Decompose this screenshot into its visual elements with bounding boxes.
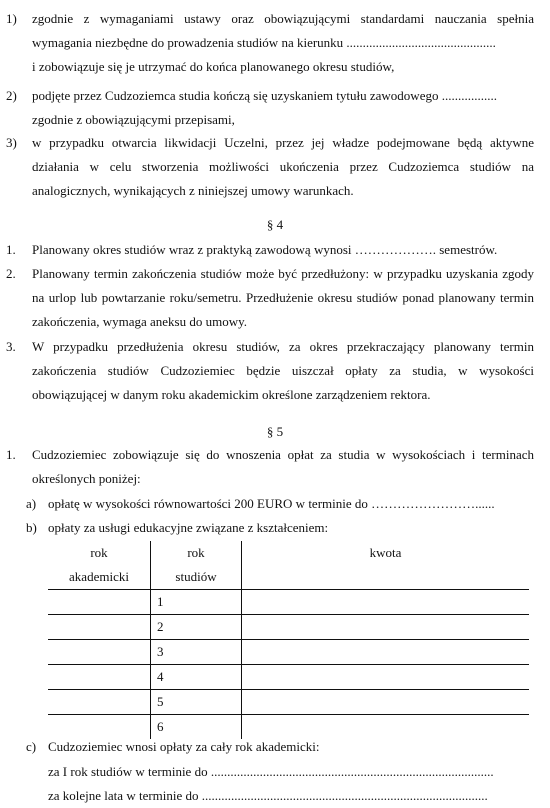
study-year-cell: 1 bbox=[151, 590, 242, 615]
item-text: w przypadku otwarcia likwidacji Uczelni, przez jej władze podejmowane będą aktywne działania w celu stworzenia możliwości ukończenia przez Cudzoziemca studiów na analogicznych, wynikających z niniejszej umowy warunkach. bbox=[32, 135, 534, 198]
section-heading-4: § 4 bbox=[266, 217, 284, 232]
item-number: 3) bbox=[6, 135, 17, 150]
clause-item-2 bbox=[6, 84, 534, 132]
header-cell-study-year-2: studiów bbox=[151, 565, 242, 590]
amount-cell[interactable] bbox=[242, 590, 530, 615]
sub-item-c bbox=[26, 735, 534, 759]
amount-cell[interactable] bbox=[242, 615, 530, 640]
sub-item-letter: a) bbox=[26, 496, 37, 511]
item-number: 3. bbox=[6, 339, 16, 354]
academic-year-cell[interactable] bbox=[48, 615, 151, 640]
table-header-row bbox=[48, 541, 529, 565]
header-cell-year: rok bbox=[90, 545, 108, 560]
sub-item-text: opłaty za usługi edukacyjne związane z kształceniem: bbox=[48, 520, 329, 535]
item-text: Cudzoziemiec zobowiązuje się do wnoszenia opłat za studia w wysokościach i terminach określonych poniżej: bbox=[32, 447, 534, 486]
item-text: Planowany termin zakończenia studiów może być przedłużony: w przypadku uzyskania zgody na urlop lub powtarzanie roku/semetru. Przedłużenie okresu studiów ponad planowany termin zakończenia, wymaga aneksu do umowy. bbox=[32, 266, 534, 329]
header-cell-year-2: akademicki bbox=[48, 565, 151, 590]
clause-item-3 bbox=[6, 131, 534, 203]
item-text-continued: i zobowiązuje się je utrzymać do końca planowanego okresu studiów, bbox=[32, 59, 395, 74]
table-row bbox=[48, 665, 529, 690]
item-text: podjęte przez Cudzoziemca studia kończą się uzyskaniem tytułu zawodowego ................. bbox=[32, 88, 497, 103]
amount-cell[interactable] bbox=[242, 665, 530, 690]
study-year-cell: 6 bbox=[151, 715, 242, 740]
section5-item-1 bbox=[6, 443, 534, 491]
fees-table bbox=[48, 541, 529, 739]
academic-year-cell[interactable] bbox=[48, 590, 151, 615]
study-year-cell: 5 bbox=[151, 690, 242, 715]
header-cell-amount: kwota bbox=[242, 541, 530, 565]
sub-item-letter: b) bbox=[26, 520, 37, 535]
academic-year-cell[interactable] bbox=[48, 665, 151, 690]
table-row bbox=[48, 640, 529, 665]
section4-item-2 bbox=[6, 262, 534, 334]
item-text: zgodnie z wymaganiami ustawy oraz obowiązującymi standardami nauczania spełnia wymagania niezbędne do prowadzenia studiów na kierunku .............................................. bbox=[32, 11, 534, 50]
header-cell-amount-2 bbox=[242, 565, 530, 590]
sub-item-a bbox=[26, 492, 534, 516]
clause-item-1 bbox=[6, 7, 534, 79]
table-row bbox=[48, 690, 529, 715]
academic-year-cell[interactable] bbox=[48, 690, 151, 715]
section4-item-3 bbox=[6, 335, 534, 407]
next-years-deadline-line[interactable]: za kolejne lata w terminie do ........................................................................................ bbox=[48, 788, 488, 803]
item-text: Planowany okres studiów wraz z praktyką zawodową wynosi ………………. semestrów. bbox=[32, 242, 498, 257]
section4-item-1 bbox=[6, 238, 534, 262]
sub-item-text: opłatę w wysokości równowartości 200 EURO w terminie do ……………………...... bbox=[48, 496, 495, 511]
item-number: 1) bbox=[6, 11, 17, 26]
section-heading-5: § 5 bbox=[266, 424, 284, 439]
academic-year-cell[interactable] bbox=[48, 640, 151, 665]
amount-cell[interactable] bbox=[242, 640, 530, 665]
study-year-cell: 4 bbox=[151, 665, 242, 690]
table-row bbox=[48, 615, 529, 640]
sub-item-b bbox=[26, 516, 534, 540]
header-cell-study-year: rok bbox=[151, 541, 242, 565]
amount-cell[interactable] bbox=[242, 690, 530, 715]
item-number: 1. bbox=[6, 242, 16, 257]
study-year-cell: 3 bbox=[151, 640, 242, 665]
item-number: 1. bbox=[6, 447, 16, 462]
table-header-row-2 bbox=[48, 565, 529, 590]
item-text-continued: zgodnie z obowiązującymi przepisami, bbox=[32, 112, 235, 127]
sub-item-text: Cudzoziemiec wnosi opłaty za cały rok akademicki: bbox=[48, 739, 320, 754]
item-text: W przypadku przedłużenia okresu studiów, za okres przekraczający planowany termin zakończenia studiów Cudzoziemiec będzie uiszczał opłaty za studia, w wysokości obowiązującej w danym roku akademickim określone zarządzeniem rektora. bbox=[32, 339, 534, 402]
item-number: 2) bbox=[6, 88, 17, 103]
study-year-cell: 2 bbox=[151, 615, 242, 640]
table-row bbox=[48, 590, 529, 615]
item-number: 2. bbox=[6, 266, 16, 281]
first-year-deadline-line[interactable]: za I rok studiów w terminie do ....................................................................................... bbox=[48, 764, 494, 779]
sub-item-letter: c) bbox=[26, 739, 37, 754]
